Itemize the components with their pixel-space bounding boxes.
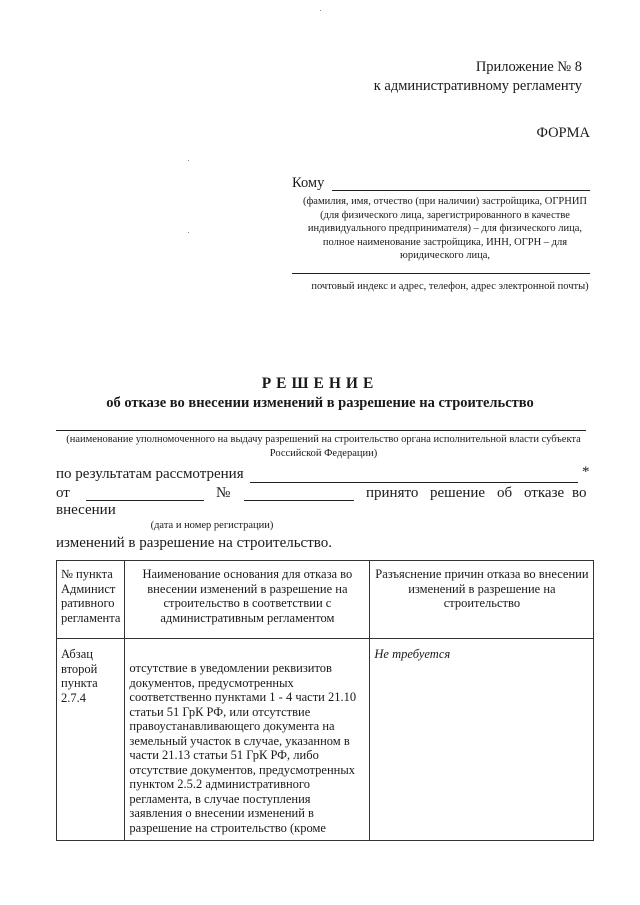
asterisk: * — [582, 464, 590, 480]
izmeneniy-label: изменений в разрешение на строительство. — [56, 535, 332, 551]
appendix-line-1: Приложение № 8 — [475, 59, 582, 75]
decision-subtitle: об отказе во внесении изменений в разрешение на строительство — [106, 395, 534, 411]
form-label: ФОРМА — [536, 125, 590, 141]
organ-note: (наименование уполномоченного на выдачу разрешений на строительство органа исполнительной власти субъекта Российской Федерации) — [66, 434, 581, 459]
word-otkaze: отказе — [524, 485, 565, 501]
recipient-note: (фамилия, имя, отчество (при наличии) застройщика, ОГРНИП (для физического лица, зарегистрированного в качестве индивидуального предпринимателя) – для физического лица, полное наименование застройщика, ИНН, ОГРН – для юридического лица, — [302, 196, 587, 261]
table-row — [57, 639, 594, 841]
word-ob: об — [497, 485, 513, 501]
number-line — [244, 500, 354, 501]
recipient-line — [332, 190, 590, 191]
address-line — [292, 273, 590, 274]
cell-reason — [125, 639, 370, 841]
number-sign: № — [216, 485, 231, 501]
po-rezultatam-label: по результатам рассмотрения — [56, 466, 244, 482]
word-reshenie: решение — [430, 485, 486, 501]
scan-speck — [188, 160, 189, 161]
address-note: почтовый индекс и адрес, телефон, адрес электронной почты) — [311, 281, 589, 292]
organ-line — [56, 430, 586, 431]
header-explanation: Разъяснение причин отказа во внесении изменений в разрешение на строительство — [370, 561, 594, 639]
vnesenii-label: внесении — [56, 502, 116, 518]
word-prinyato: принято — [366, 485, 419, 501]
header-reason: Наименование основания для отказа во внесении изменений в разрешение на строительство в соответствии с административным регламентом — [125, 561, 370, 639]
table-header-row — [57, 561, 594, 639]
review-line — [250, 482, 578, 483]
date-line — [86, 500, 204, 501]
komu-label: Кому — [292, 175, 325, 191]
cell-point: Абзац второй пункта 2.7.4 — [57, 639, 125, 841]
scan-speck — [188, 232, 189, 233]
decision-title: РЕШЕНИЕ — [261, 375, 379, 392]
cell-explanation: Не требуется — [370, 639, 594, 841]
refusal-table — [56, 560, 594, 841]
date-number-note: (дата и номер регистрации) — [150, 520, 274, 531]
reason-text: отсутствие в уведомлении реквизитов документов, предусмотренных соответственно пунктами 1 - 4 части 21.10 статьи 51 ГрК РФ, или отсутствие правоустанавливающего документа на земельный участок в случае, указанном в части 21.13 статьи 51 ГрК РФ, либо отсутствие документов, предусмотренных пунктом 2.5.2 административного регламента, в случае поступления заявления о внесении изменений в разрешение на строительство (кроме — [129, 661, 357, 835]
scan-speck — [320, 10, 321, 11]
header-point: № пункта Админист ративного регламента — [57, 561, 125, 639]
word-vo: во — [572, 485, 587, 501]
ot-label: от — [56, 485, 70, 501]
appendix-line-2: к административному регламенту — [373, 78, 582, 94]
